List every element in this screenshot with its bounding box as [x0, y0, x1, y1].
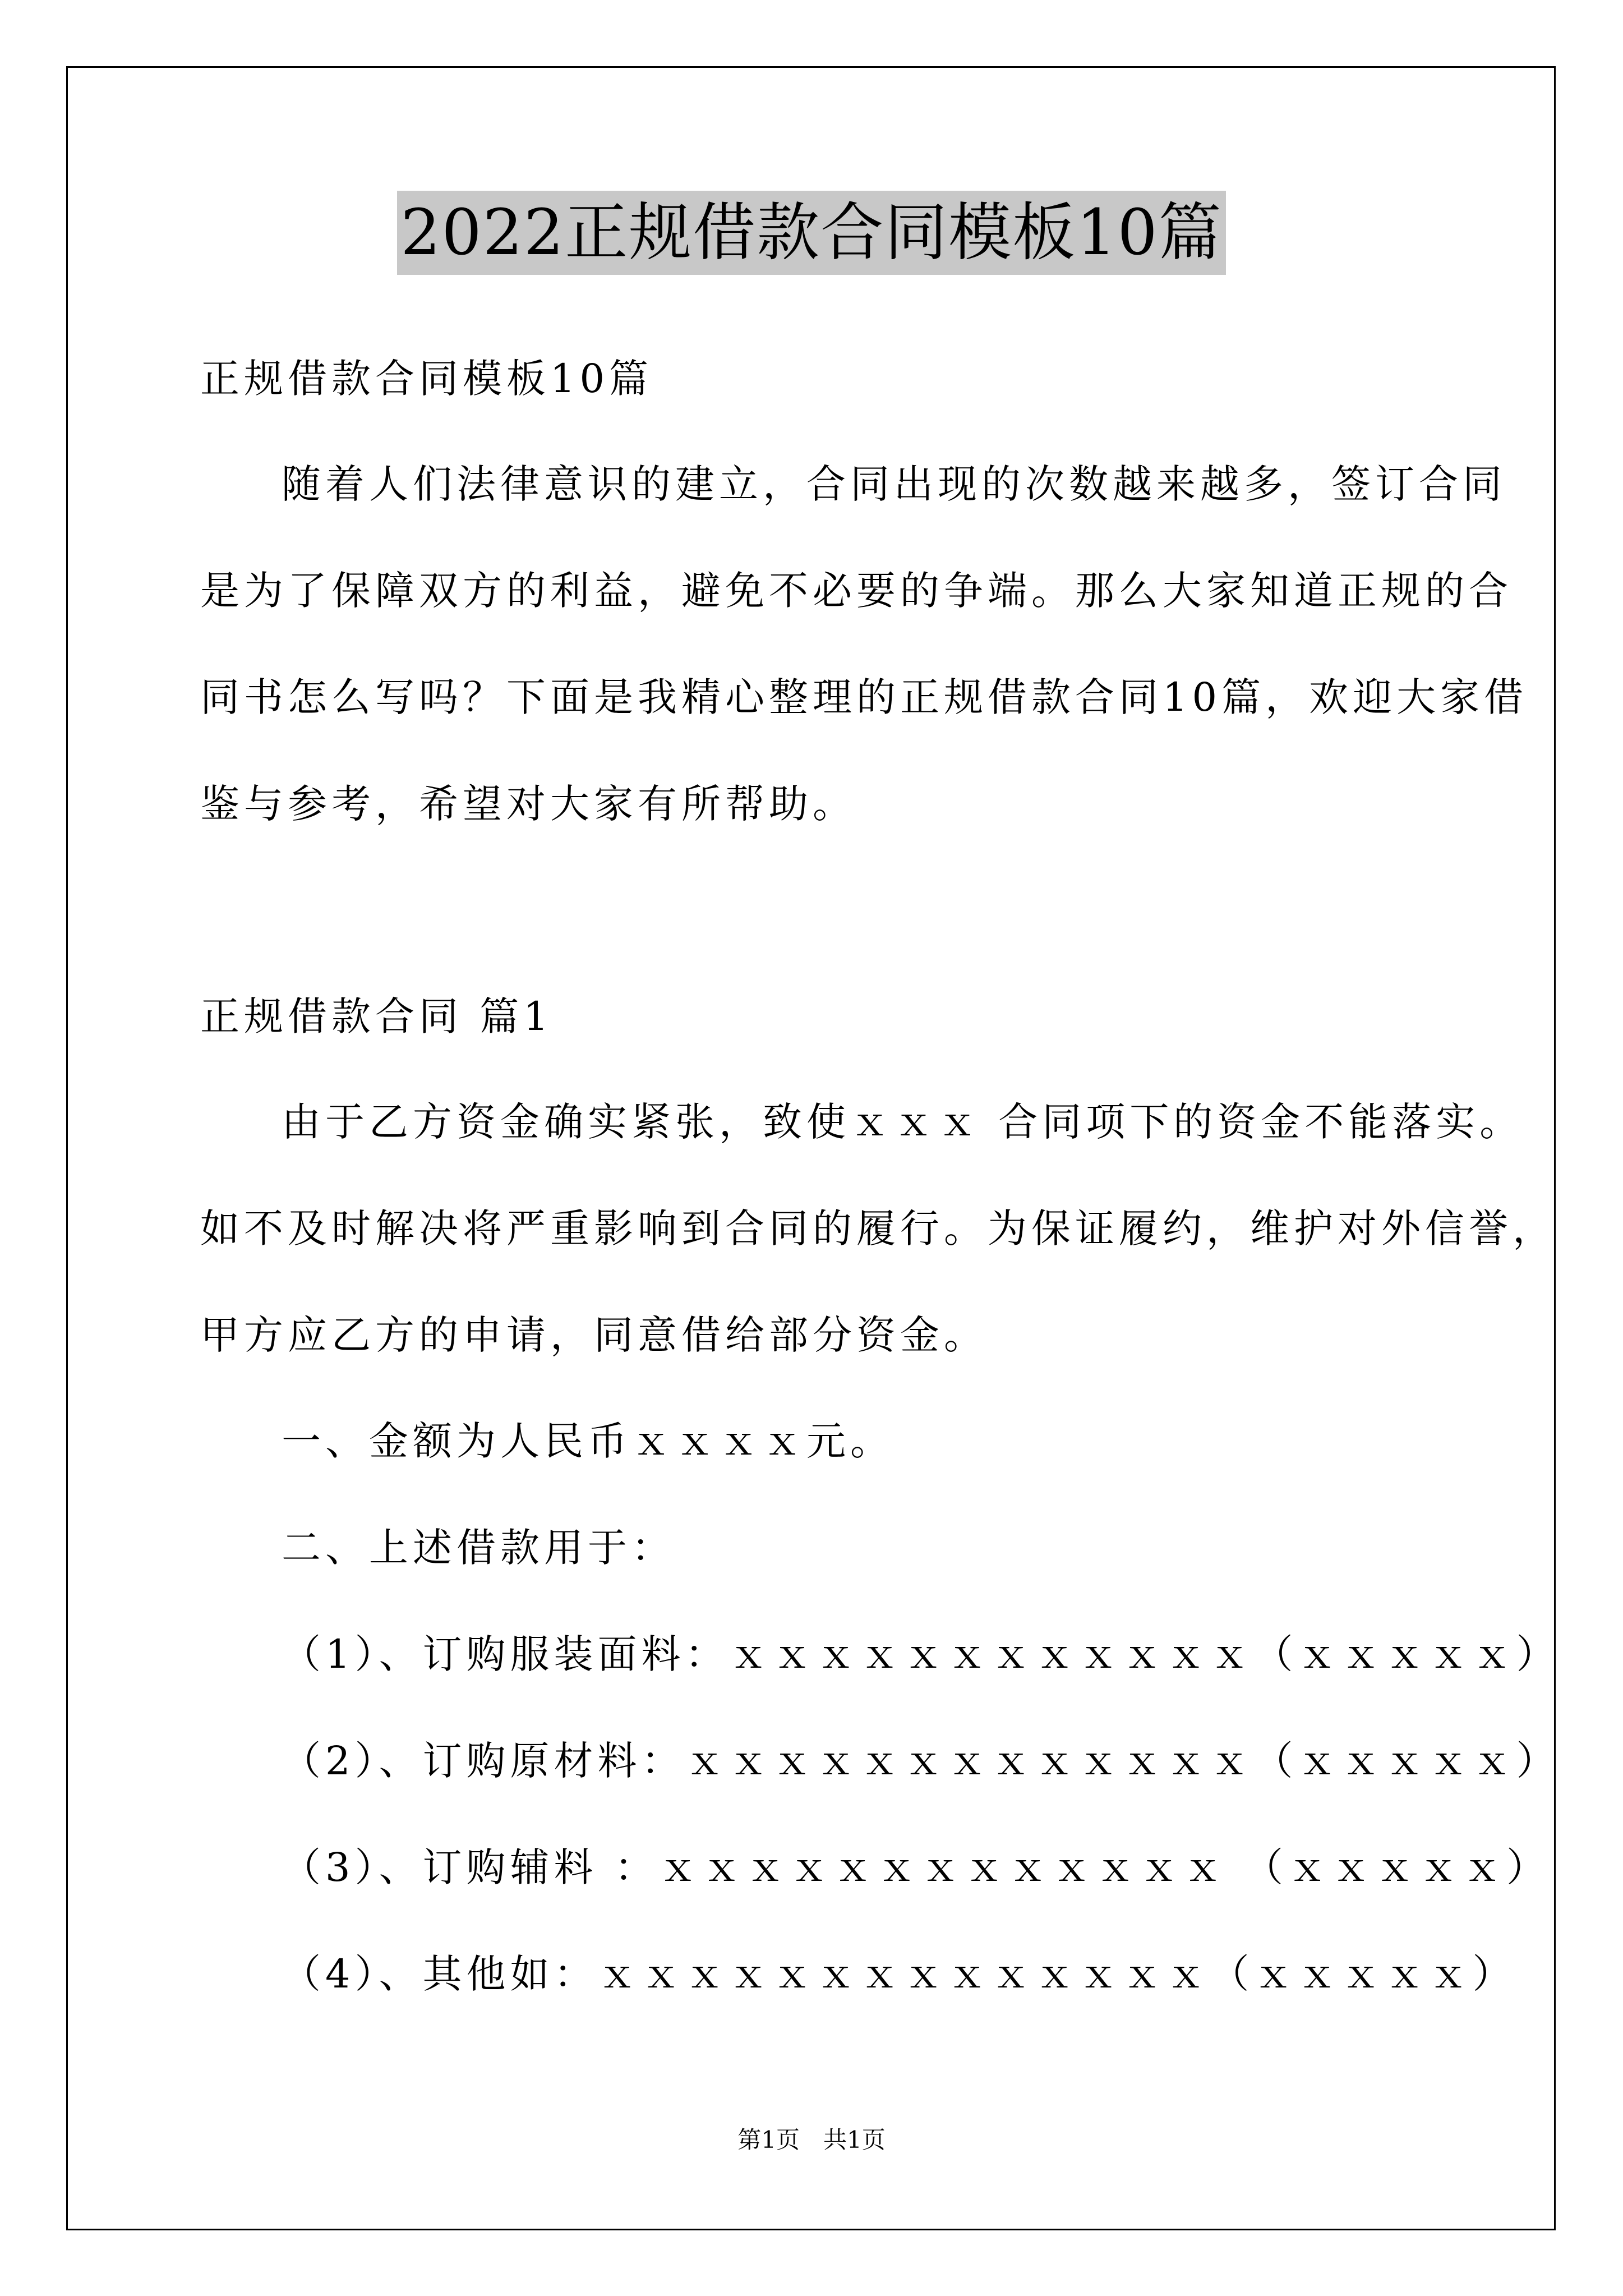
page-footer: [0, 2123, 1623, 2157]
paragraph-line-2: 如不及时解决将严重影响到合同的履行。为保证履约，维护对外信誉，: [200, 1205, 1556, 1251]
purpose-item-3: （3）、订购辅料 ：ｘｘｘｘｘｘｘｘｘｘｘｘｘ （ｘｘｘｘｘ）: [282, 1844, 1551, 1890]
purpose-item-2: （2）、订购原材料：ｘｘｘｘｘｘｘｘｘｘｘｘｘ（ｘｘｘｘｘ）: [282, 1738, 1560, 1784]
document-subtitle: 正规借款合同模板10篇: [200, 356, 653, 402]
intro-line-3: 同书怎么写吗？下面是我精心整理的正规借款合同10篇，欢迎大家借: [200, 674, 1528, 720]
paragraph-line-1: 由于乙方资金确实紧张，致使ｘｘｘ 合同项下的资金不能落实。: [282, 1099, 1524, 1145]
intro-line-4: 鉴与参考，希望对大家有所帮助。: [200, 781, 856, 827]
clause-amount: 一、金额为人民币ｘｘｘｘ元。: [282, 1418, 894, 1464]
purpose-item-4: （4）、其他如：ｘｘｘｘｘｘｘｘｘｘｘｘｘｘ（ｘｘｘｘｘ）: [282, 1951, 1516, 1997]
page-number: 第1页: [737, 2126, 800, 2154]
section-heading: 正规借款合同 篇1: [200, 993, 553, 1039]
clause-purpose: 二、上述借款用于：: [282, 1525, 675, 1571]
intro-line-1: 随着人们法律意识的建立，合同出现的次数越来越多，签订合同: [282, 461, 1506, 507]
paragraph-line-3: 甲方应乙方的申请，同意借给部分资金。: [200, 1312, 988, 1358]
page-total: 共1页: [823, 2126, 886, 2154]
document-title: 2022正规借款合同模板10篇: [397, 191, 1226, 275]
title-container: [0, 191, 1623, 275]
purpose-item-1: （1）、订购服装面料：ｘｘｘｘｘｘｘｘｘｘｘｘ（ｘｘｘｘｘ）: [282, 1631, 1560, 1677]
intro-line-2: 是为了保障双方的利益，避免不必要的争端。那么大家知道正规的合: [200, 568, 1513, 614]
